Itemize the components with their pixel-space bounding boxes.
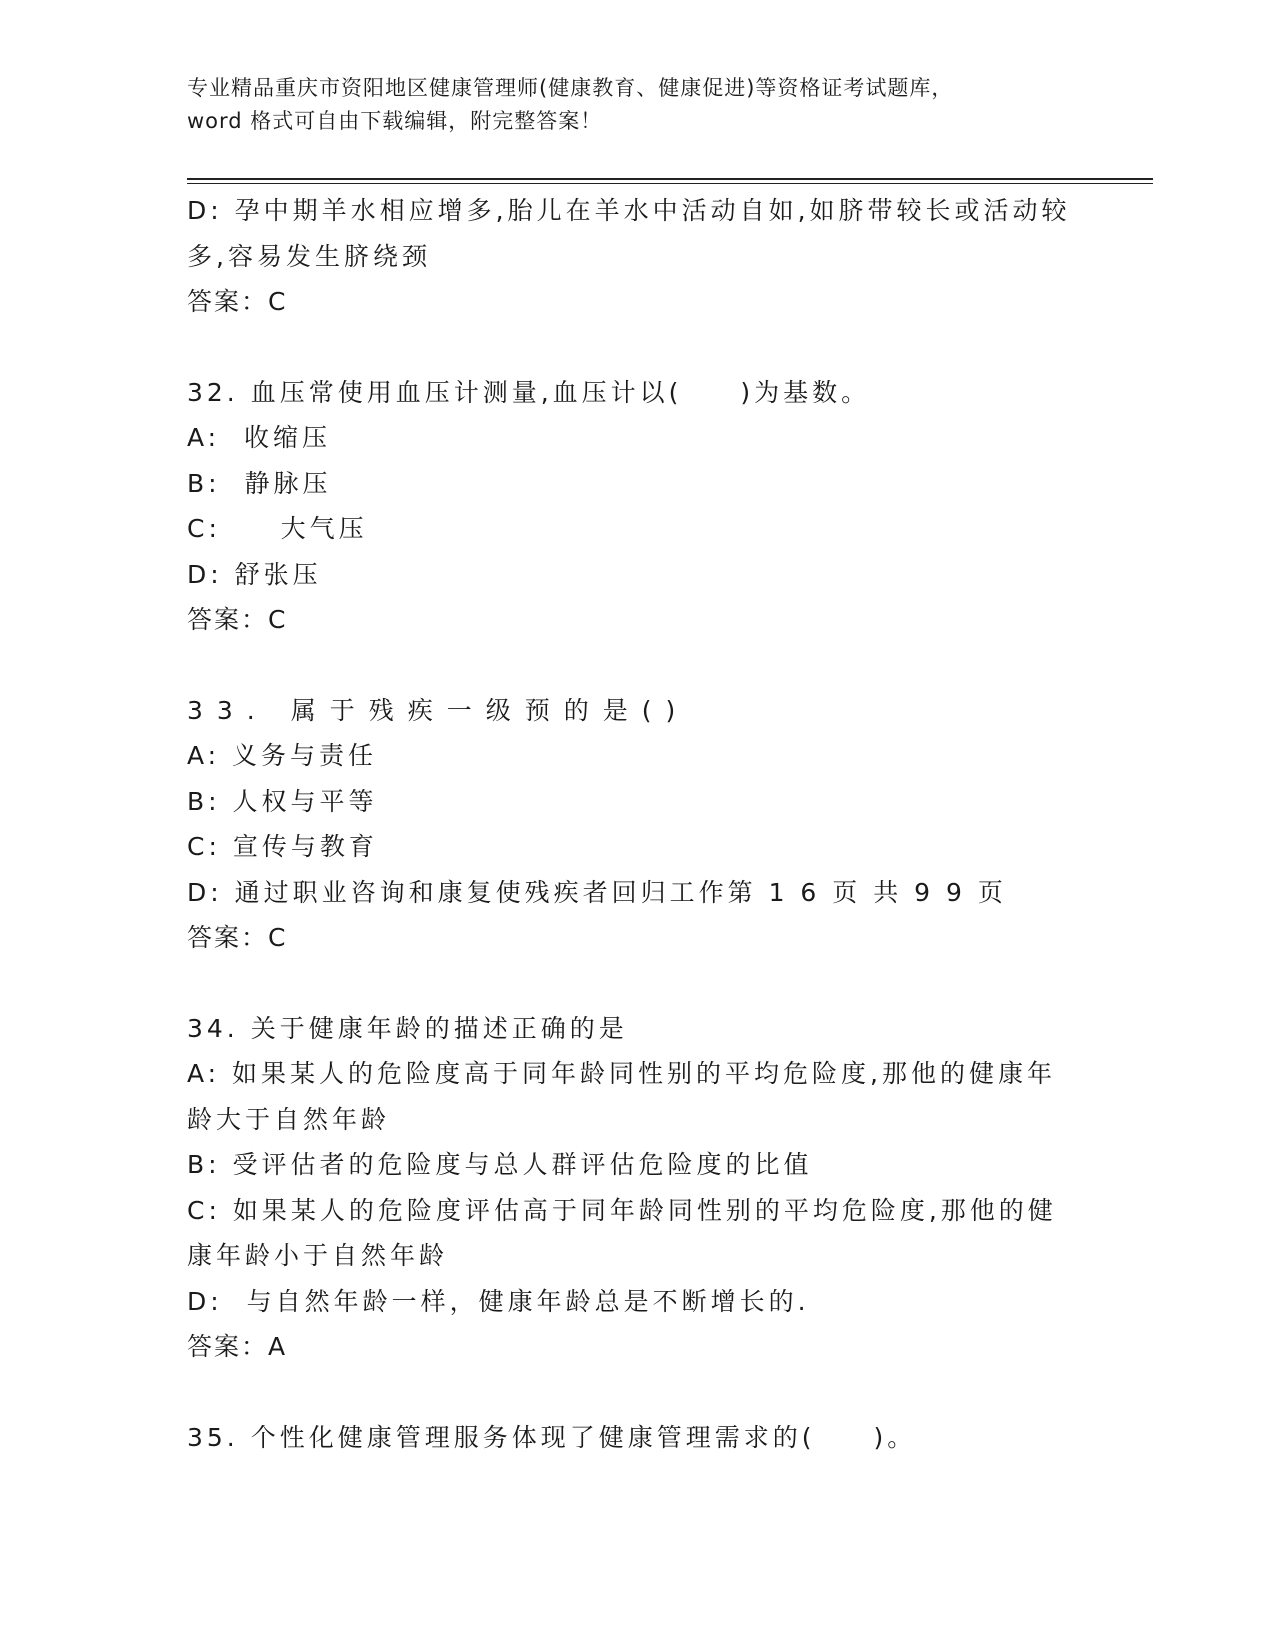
q34-option-a-line2: 龄大于自然年龄 bbox=[187, 1104, 391, 1134]
header-rule-thin bbox=[187, 183, 1153, 184]
question-34 bbox=[187, 1006, 1087, 1370]
q34-stem: 34. 关于健康年龄的描述正确的是 bbox=[187, 1013, 628, 1043]
q34-option-c-line1: C: 如果某人的危险度评估高于同年龄同性别的平均危险度,那他的健 bbox=[187, 1195, 1057, 1225]
q33-option-d-row bbox=[187, 870, 1087, 916]
header-line-1: 专业精品重庆市资阳地区健康管理师(健康教育、健康促进)等资格证考试题库， bbox=[187, 76, 954, 100]
q31-option-d-line1: D: 孕中期羊水相应增多,胎儿在羊水中活动自如,如脐带较长或活动较 bbox=[187, 196, 1071, 225]
q34-option-d: D: 与自然年龄一样，健康年龄总是不断增长的. bbox=[187, 1286, 810, 1316]
q34-option-a-line1: A: 如果某人的危险度高于同年龄同性别的平均危险度,那他的健康年 bbox=[187, 1059, 1056, 1088]
header-rule-thick bbox=[187, 178, 1153, 180]
q32-option-a: A: 收缩压 bbox=[187, 423, 331, 452]
q34-option-b: B: 受评估者的危险度与总人群评估危险度的比值 bbox=[187, 1150, 813, 1179]
question-32 bbox=[187, 370, 1087, 643]
q32-option-b: B: 静脉压 bbox=[187, 468, 332, 498]
q33-option-c: C: 宣传与教育 bbox=[187, 832, 378, 861]
spacer bbox=[187, 325, 1087, 370]
q32-option-c: C: 大气压 bbox=[187, 514, 368, 543]
q33-option-a: A: 义务与责任 bbox=[187, 741, 378, 770]
q31-answer: 答案：C bbox=[187, 287, 288, 316]
spacer bbox=[187, 961, 1087, 1006]
header-line-2: word 格式可自由下载编辑，附完整答案！ bbox=[187, 109, 603, 133]
spacer bbox=[187, 1370, 1087, 1415]
q34-answer: 答案：A bbox=[187, 1332, 288, 1361]
q35-stem: 35. 个性化健康管理服务体现了健康管理需求的( )。 bbox=[187, 1422, 917, 1452]
page-number-marker: 第 1 6 页 共 9 9 页 bbox=[727, 877, 1007, 907]
q32-option-d: D: 舒张压 bbox=[187, 559, 322, 589]
page-header bbox=[187, 72, 1147, 138]
q32-stem: 32. 血压常使用血压计测量,血压计以( )为基数。 bbox=[187, 377, 871, 407]
question-33 bbox=[187, 688, 1087, 961]
question-35 bbox=[187, 1415, 1087, 1461]
q32-answer: 答案：C bbox=[187, 605, 288, 634]
document-body bbox=[187, 188, 1087, 1460]
q34-option-c-line2: 康年龄小于自然年龄 bbox=[187, 1241, 449, 1270]
q33-option-d: D: 通过职业咨询和康复使残疾者回归工作 bbox=[187, 877, 728, 907]
spacer bbox=[187, 643, 1087, 688]
question-31 bbox=[187, 188, 1087, 325]
q31-option-d-line2: 多,容易发生脐绕颈 bbox=[187, 241, 431, 271]
q33-option-b: B: 人权与平等 bbox=[187, 786, 378, 816]
q33-answer: 答案：C bbox=[187, 923, 288, 952]
q33-stem: 33. 属于残疾一级预的是() bbox=[187, 695, 690, 725]
